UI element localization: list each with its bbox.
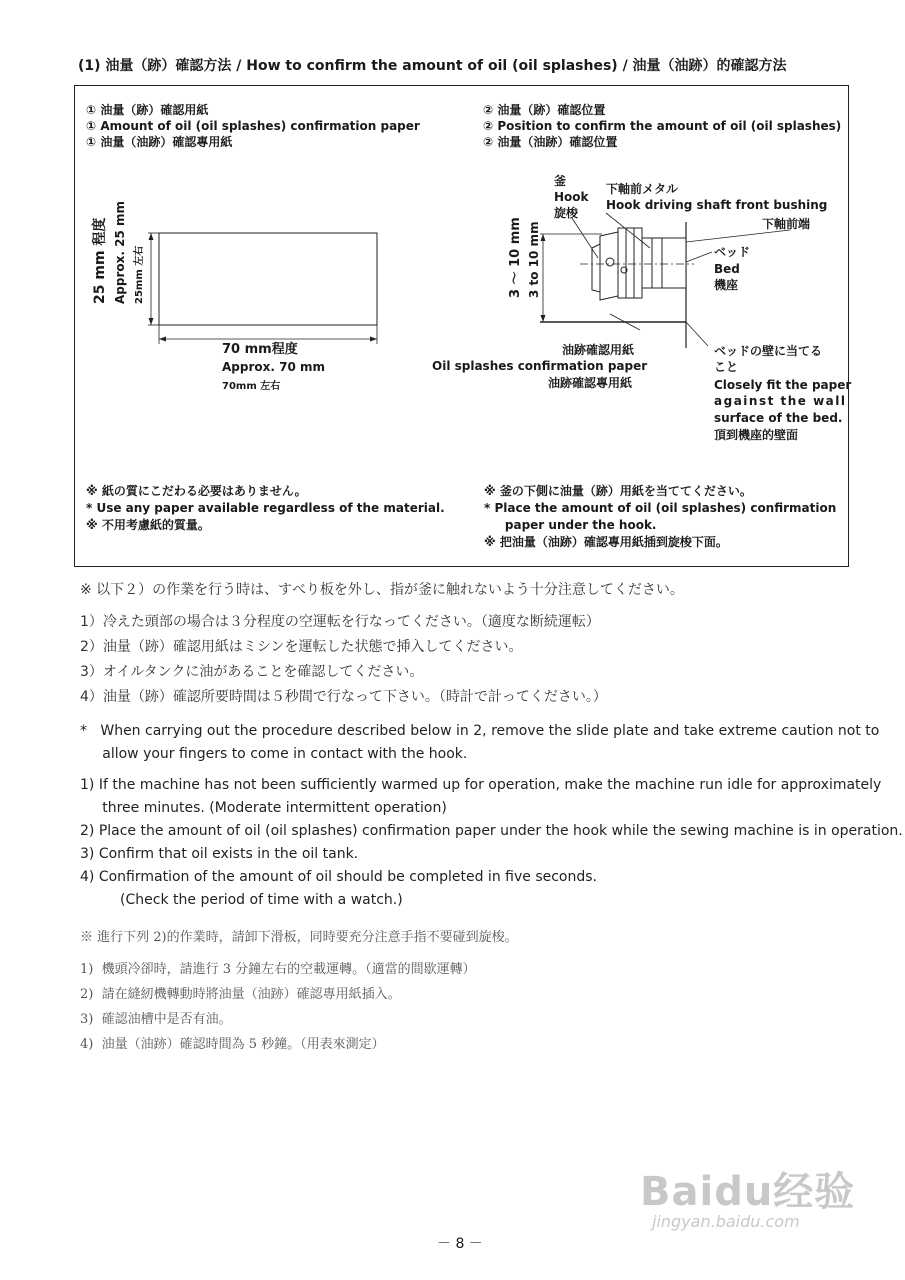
bushing-label-jp: 下軸前メタル [606,182,679,196]
paper-width-label-zh: 70mm 左右 [222,381,281,392]
hook-label-en: Hook [554,190,589,204]
watermark-url: jingyan.baidu.com [652,1212,800,1231]
en-step-1b: three minutes. (Moderate intermittent operation) [80,800,447,816]
paper-width-label-jp: 70 mm程度 [222,342,298,357]
en-step-3: 3) Confirm that oil exists in the oil tank. [80,846,359,862]
wall-label-jp2: こと [714,360,739,374]
gap-label-jp: 3 ～ 10 mm [508,217,523,298]
right-note-en1: * Place the amount of oil (oil splashes) confirmation [484,501,837,515]
en-step-2: 2) Place the amount of oil (oil splashes) confirmation paper under the hook while the sewing machine is in operation. [80,823,903,839]
oil-paper-label-jp: 油跡確認用紙 [562,343,635,357]
wall-label-en3: surface of the bed. [714,411,843,425]
jp-step-4: 4）油量（跡）確認所要時間は５秒間で行なって下さい。（時計で計ってください。） [80,689,607,705]
en-step-4a: 4) Confirmation of the amount of oil should be completed in five seconds. [80,869,597,885]
wall-label-en2: against the wall [714,394,847,408]
jp-step-3: 3）オイルタンクに油があることを確認してください。 [80,664,424,680]
zh-caution: ※ 進行下列 2)的作業時，請卸下滑板，同時要充分注意手指不要碰到旋梭。 [80,930,518,945]
wall-label-jp1: ベッドの壁に当てる [714,344,823,358]
bushing-label-zh: 下軸前端 [762,217,811,231]
zh-step-4: 4) 油量（油跡）確認時間為 5 秒鐘。（用表來測定） [80,1037,385,1052]
zh-step-1: 1) 機頭冷卻時，請進行 3 分鐘左右的空載運轉。（適當的間歇運轉） [80,962,476,977]
bed-label-jp: ベッド [714,245,751,259]
oil-paper-label-zh: 油跡確認專用紙 [548,376,633,390]
hook-label-jp: 釜 [554,174,567,188]
paper-width-label-en: Approx. 70 mm [222,360,325,374]
zh-step-2: 2) 請在縫紉機轉動時將油量（油跡）確認專用紙插入。 [80,987,401,1002]
watermark-brand: Baidu经验 [640,1169,856,1215]
right-note-zh: ※ 把油量（油跡）確認專用紙插到旋梭下面。 [484,535,728,549]
right-header-jp: ② 油量（跡）確認位置 [483,103,606,117]
left-header-zh: ① 油量（油跡）確認專用紙 [86,135,233,149]
zh-step-3: 3) 確認油槽中是否有油。 [80,1012,232,1027]
page-title: (1) 油量（跡）確認方法 / How to confirm the amount of oil (oil splashes) / 油量（油跡）的確認方法 [78,58,787,74]
right-note-jp: ※ 釜の下側に油量（跡）用紙を当ててください。 [484,484,752,498]
right-header-en: ② Position to confirm the amount of oil (oil splashes) [483,119,842,133]
jp-step-1: 1）冷えた頭部の場合は３分程度の空運転を行なってください。（適度な断続運転） [80,614,600,630]
en-caution-1: * When carrying out the procedure described below in 2, remove the slide plate and take extreme caution not to [80,723,880,739]
paper-height-label-jp: 25 mm 程度 [92,217,108,304]
en-step-4b: (Check the period of time with a watch.) [80,892,403,908]
en-step-1a: 1) If the machine has not been sufficiently warmed up for operation, make the machine run idle for approximately [80,777,882,793]
left-note-zh: ※ 不用考慮紙的質量。 [86,518,210,532]
paper-height-label-en: Approx. 25 mm [113,201,127,304]
bed-label-zh: 機座 [714,278,739,292]
bed-label-en: Bed [714,262,740,276]
bushing-label-en: Hook driving shaft front bushing [606,198,828,212]
wall-label-zh: 頂到機座的壁面 [714,428,799,442]
left-header-en: ① Amount of oil (oil splashes) confirmation paper [86,119,420,133]
gap-label-en: 3 to 10 mm [527,221,541,298]
page-number: － 8 － [437,1236,483,1252]
left-note-jp: ※ 紙の質にこだわる必要はありません。 [86,484,307,498]
left-header-jp: ① 油量（跡）確認用紙 [86,103,209,117]
jp-caution: ※ 以下２）の作業を行う時は、すべり板を外し、指が釜に触れないよう十分注意してください。 [80,582,684,598]
paper-height-label-zh: 25mm 左右 [134,245,145,304]
hook-label-zh: 旋梭 [554,206,579,220]
hook-mechanism [572,213,790,348]
en-caution-2: allow your fingers to come in contact with the hook. [80,746,468,762]
right-header-zh: ② 油量（油跡）確認位置 [483,135,618,149]
right-note-en2: paper under the hook. [484,518,657,532]
wall-label-en1: Closely fit the paper [714,378,852,392]
jp-step-2: 2）油量（跡）確認用紙はミシンを運転した状態で挿入してください。 [80,639,523,655]
paper-rectangle [159,233,377,325]
left-note-en: * Use any paper available regardless of the material. [86,501,445,515]
oil-paper-label-en: Oil splashes confirmation paper [432,359,648,373]
